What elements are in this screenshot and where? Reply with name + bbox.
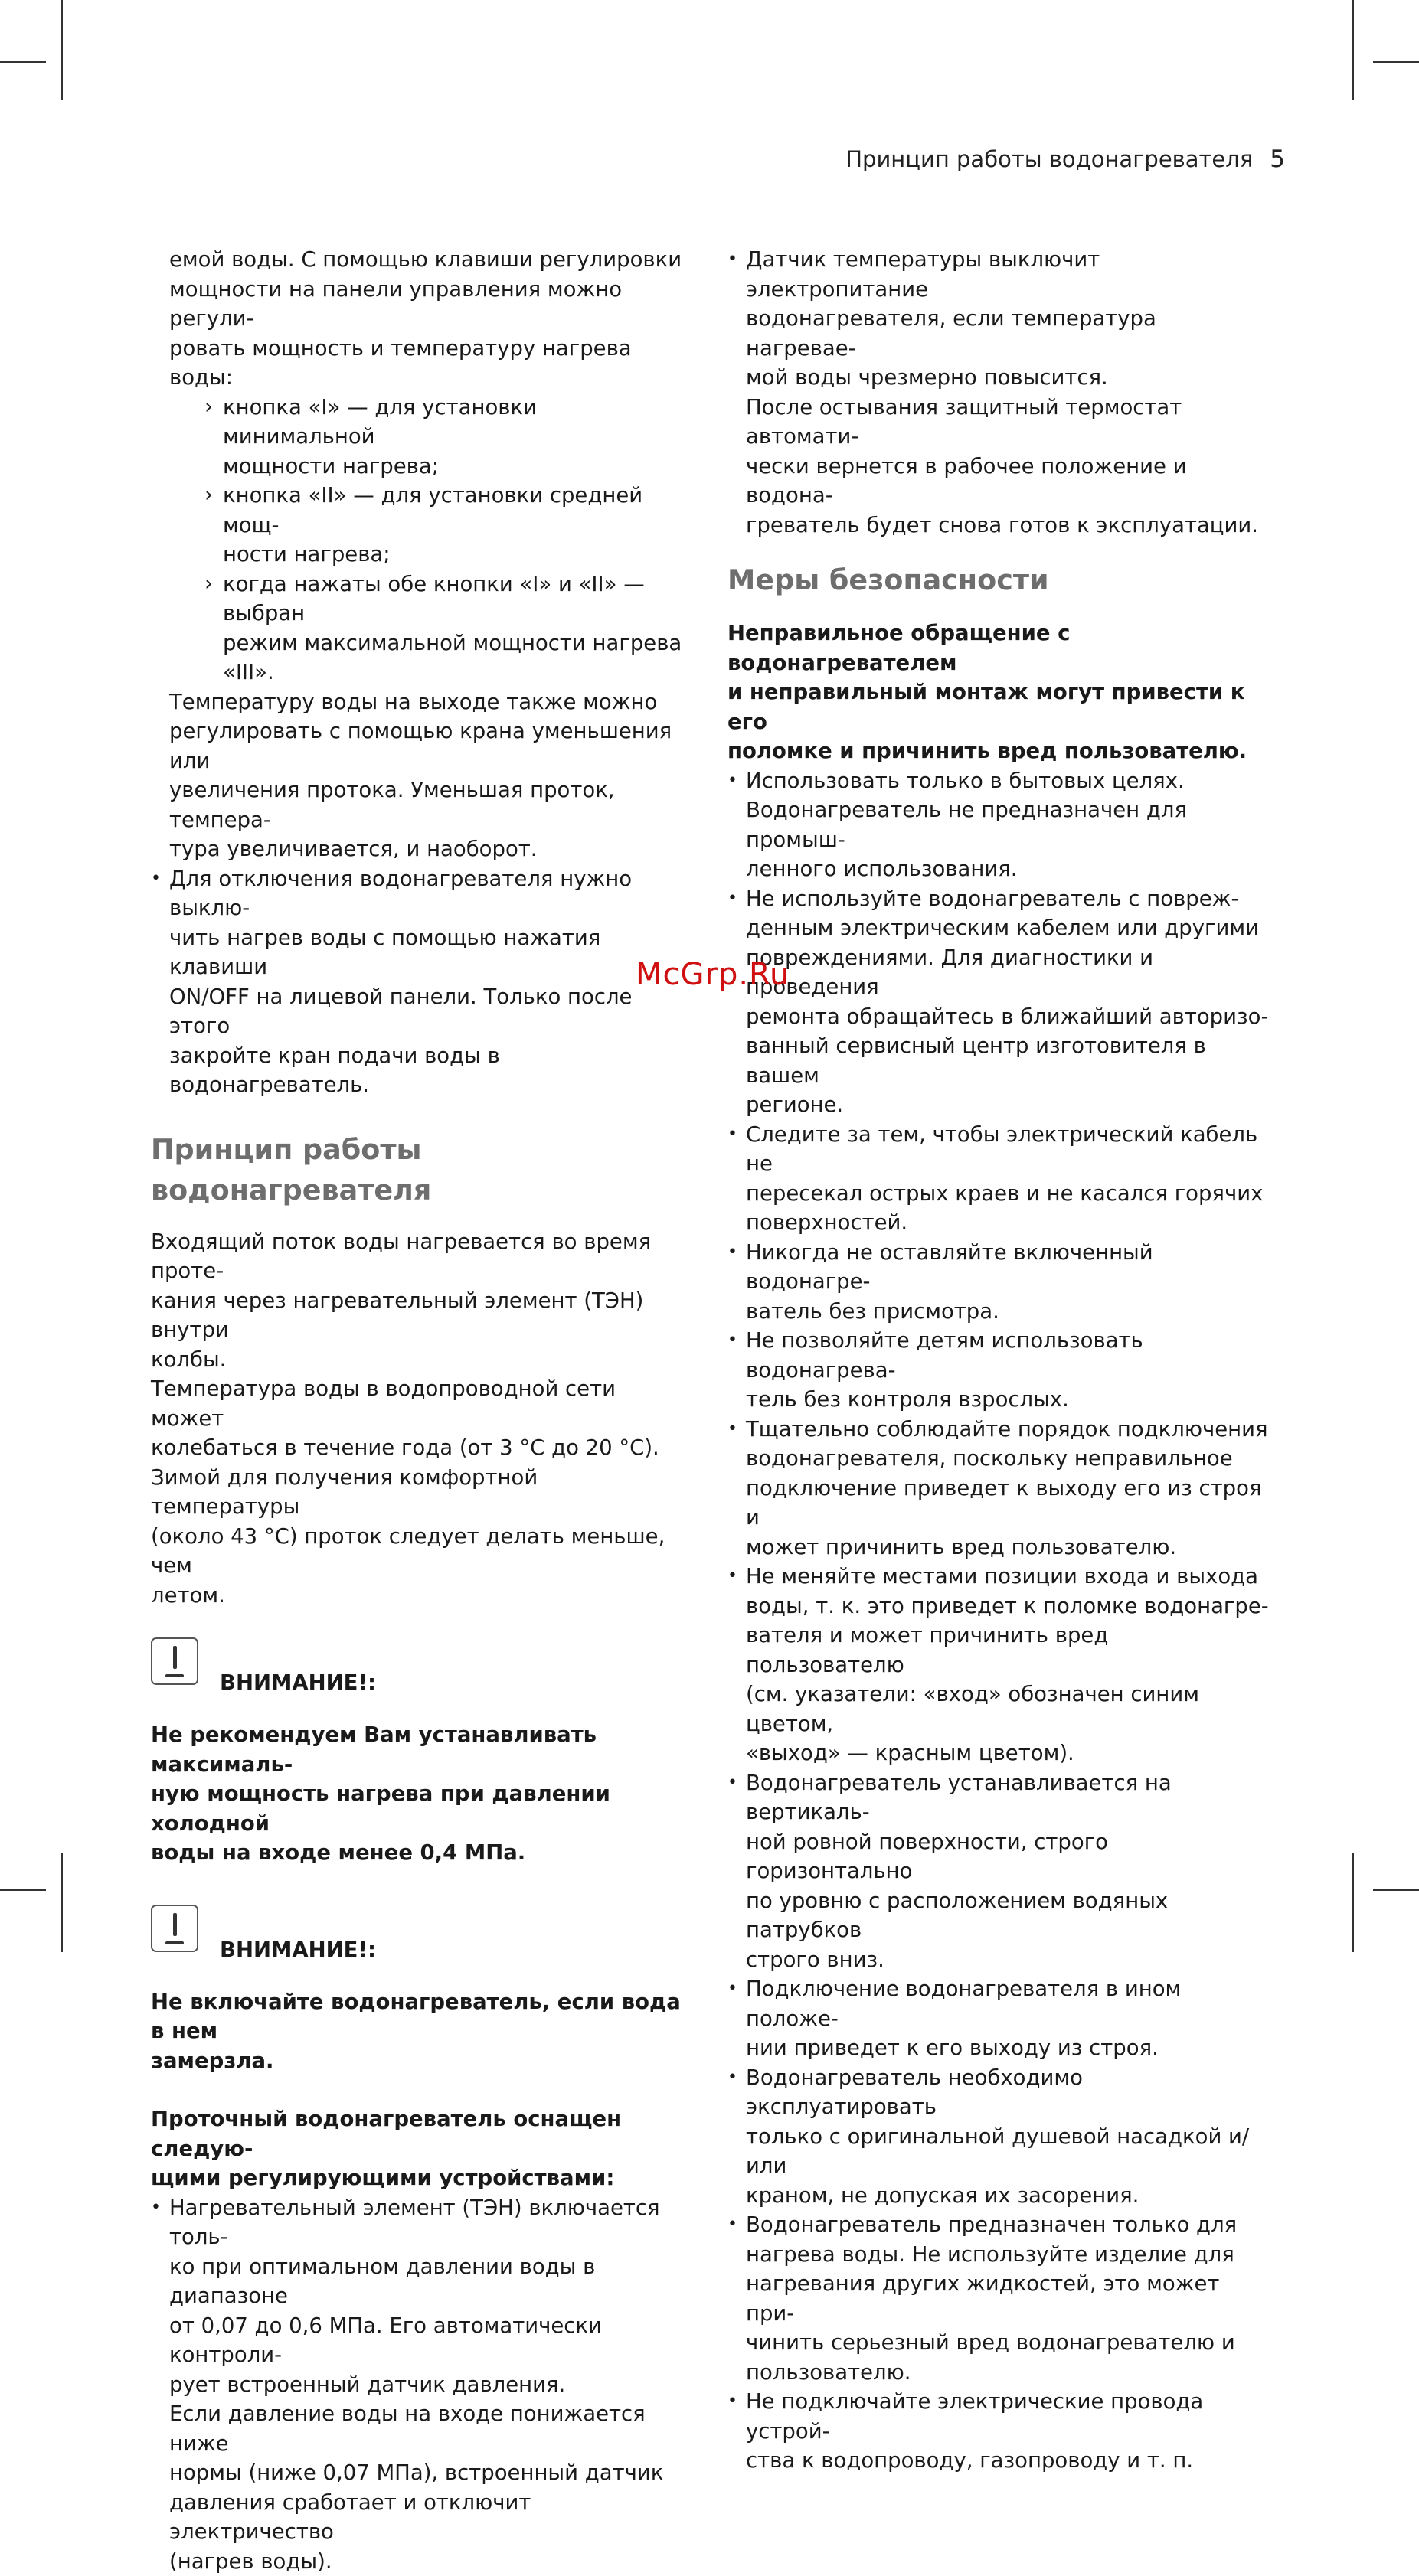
text-line: После остывания защитный термостат автомати- <box>746 393 1273 452</box>
devices-heading <box>151 2104 691 2193</box>
warning-label: ВНИМАНИЕ!: <box>220 1935 376 1965</box>
crop-mark <box>61 0 63 100</box>
text-line: Не рекомендуем Вам устанавливать максималь- <box>151 1720 691 1779</box>
text-line: • Не используйте водонагреватель с повреж- <box>746 884 1273 914</box>
text-line: ремонта обращайтесь в ближайший авторизо- <box>746 1002 1273 1032</box>
text-line: замерзла. <box>151 2046 691 2076</box>
text-line: • Датчик температуры выключит электропитание <box>746 245 1273 304</box>
text-line: краном, не допуская их засорения. <box>746 2181 1273 2211</box>
list-item <box>204 393 691 482</box>
list-item <box>727 884 1273 1120</box>
warning-block <box>151 1637 691 1693</box>
text-line: водонагревателя, если температура нагревае- <box>746 304 1273 363</box>
text-line: Температуру воды на выходе также можно <box>169 687 691 717</box>
right-column <box>727 245 1273 2476</box>
text-line: Не включайте водонагреватель, если вода в нем <box>151 1987 691 2046</box>
list-item <box>727 2387 1273 2476</box>
list-item <box>204 570 691 687</box>
warning-icon <box>151 1637 198 1685</box>
text-line: по уровню с расположением водяных патрубков <box>746 1886 1273 1945</box>
list-item <box>727 1974 1273 2063</box>
list-item <box>151 2193 691 2576</box>
list-item <box>727 2210 1273 2387</box>
text-line: воды на входе менее 0,4 МПа. <box>151 1838 691 1868</box>
list-item <box>727 1326 1273 1415</box>
text-line: колебаться в течение года (от 3 °С до 20 °С). <box>151 1433 691 1463</box>
text-line: подключение приведет к выходу его из строя и <box>746 1474 1273 1533</box>
text-line: греватель будет снова готов к эксплуатации. <box>746 511 1273 540</box>
text-line: строго вниз. <box>746 1945 1273 1975</box>
text-line: регулировать с помощью крана уменьшения или <box>169 717 691 775</box>
crop-mark <box>1352 1853 1354 1952</box>
text-line: кания через нагревательный элемент (ТЭН) внутри <box>151 1286 691 1345</box>
text-line: Температура воды в водопроводной сети может <box>151 1374 691 1433</box>
text-line: ную мощность нагрева при давлении холодной <box>151 1779 691 1838</box>
text-line: щими регулирующими устройствами: <box>151 2163 691 2193</box>
crop-mark <box>61 1853 63 1952</box>
text-line: может причинить вред пользователю. <box>746 1533 1273 1562</box>
text-line: нагревания других жидкостей, это может при- <box>746 2269 1273 2328</box>
text-line: колбы. <box>151 1345 691 1375</box>
text-line: чинить серьезный вред водонагревателю и <box>746 2328 1273 2358</box>
text-line: • Водонагреватель предназначен только для <box>746 2210 1273 2240</box>
text-line: чить нагрев воды с помощью нажатия клавиши <box>169 923 691 982</box>
text-line: чески вернется в рабочее положение и водона- <box>746 452 1273 511</box>
text-line: мой воды чрезмерно повысится. <box>746 363 1273 393</box>
crop-mark <box>1373 61 1419 63</box>
warning-icon <box>151 1905 198 1952</box>
text-line: › кнопка «II» — для установки средней мощ- <box>223 481 691 540</box>
text-line: только с оригинальной душевой насадкой и/или <box>746 2122 1273 2181</box>
watermark: McGrp.Ru <box>636 957 790 992</box>
title-line: Принцип работы <box>151 1129 691 1170</box>
text-line: ной ровной поверхности, строго горизонтально <box>746 1827 1273 1886</box>
text-line: и неправильный монтаж могут привести к его <box>727 677 1273 736</box>
safety-list <box>727 766 1273 2476</box>
title-line: водонагревателя <box>151 1170 691 1210</box>
text-line: • Для отключения водонагревателя нужно выклю- <box>169 864 691 923</box>
text-line: Если давление воды на входе понижается ниже <box>169 2399 691 2458</box>
text-line: вателя и может причинить вред пользователю <box>746 1621 1273 1680</box>
text-line: › кнопка «I» — для установки минимальной <box>223 393 691 452</box>
list-item <box>151 864 691 1100</box>
text-line: нии приведет к его выходу из строя. <box>746 2033 1273 2063</box>
text-line: • Использовать только в бытовых целях. <box>746 766 1273 796</box>
text-line: ко при оптимальном давлении воды в диапазоне <box>169 2252 691 2311</box>
text-line: › когда нажаты обе кнопки «I» и «II» — выбран <box>223 570 691 628</box>
text-line: • Водонагреватель необходимо эксплуатировать <box>746 2063 1273 2122</box>
left-column <box>151 245 691 2576</box>
text-line: ванный сервисный центр изготовителя в вашем <box>746 1031 1273 1090</box>
warning-text <box>151 1987 691 2076</box>
text-line: режим максимальной мощности нагрева «III». <box>223 628 691 687</box>
text-line: (нагрев воды). <box>169 2547 691 2576</box>
safety-intro <box>727 619 1273 766</box>
text-line: • Не позволяйте детям использовать водонагрева- <box>746 1326 1273 1385</box>
text-line: мощности нагрева; <box>223 452 691 482</box>
text-line: регионе. <box>746 1090 1273 1120</box>
text-line: (см. указатели: «вход» обозначен синим цветом, <box>746 1680 1273 1739</box>
text-line: поверхностей. <box>746 1208 1273 1238</box>
text-line: нормы (ниже 0,07 МПа), встроенный датчик <box>169 2458 691 2488</box>
off-list <box>151 864 691 1100</box>
text-line: Неправильное обращение с водонагревателем <box>727 619 1273 677</box>
text-line: ности нагрева; <box>223 540 691 570</box>
list-item <box>727 1120 1273 1238</box>
text-line: пересекал острых краев и не касался горячих <box>746 1179 1273 1209</box>
text-line: • Следите за тем, чтобы электрический кабель не <box>746 1120 1273 1179</box>
text-line: закройте кран подачи воды в водонагреватель. <box>169 1041 691 1100</box>
text-line: • Водонагреватель устанавливается на вертикаль- <box>746 1768 1273 1827</box>
list-item <box>727 1415 1273 1562</box>
list-item <box>727 1768 1273 1975</box>
crop-mark <box>0 61 46 63</box>
principle-paragraph <box>151 1227 691 1611</box>
text-line: пользователю. <box>746 2358 1273 2388</box>
running-title: Принцип работы водонагревателя <box>845 146 1253 172</box>
text-line: ровать мощность и температуру нагрева воды: <box>169 334 691 393</box>
running-header <box>845 145 1285 173</box>
text-line: • Подключение водонагревателя в ином положе- <box>746 1974 1273 2033</box>
text-line: Зимой для получения комфортной температуры <box>151 1463 691 1522</box>
section-title-principle <box>151 1129 691 1210</box>
list-item <box>204 481 691 570</box>
flow-paragraph <box>151 687 691 864</box>
text-line: • Не подключайте электрические провода устрой- <box>746 2387 1273 2446</box>
text-line: поломке и причинить вред пользователю. <box>727 736 1273 766</box>
text-line: от 0,07 до 0,6 МПа. Его автоматически контроли- <box>169 2311 691 2370</box>
warning-block <box>151 1905 691 1960</box>
text-line: мощности на панели управления можно регули- <box>169 275 691 334</box>
text-line: (около 43 °С) проток следует делать меньше, чем <box>151 1522 691 1581</box>
list-item <box>727 2063 1273 2211</box>
text-line: повреждениями. Для диагностики и проведения <box>746 943 1273 1002</box>
crop-mark <box>0 1889 46 1891</box>
text-line: ватель без присмотра. <box>746 1297 1273 1327</box>
list-item <box>727 766 1273 884</box>
page-number: 5 <box>1270 145 1285 173</box>
text-line: ленного использования. <box>746 854 1273 884</box>
section-title-safety: Меры безопасности <box>727 560 1273 600</box>
text-line: нагрева воды. Не используйте изделие для <box>746 2240 1273 2270</box>
text-line: емой воды. С помощью клавиши регулировки <box>169 245 691 275</box>
text-line: • Не меняйте местами позиции входа и выхода <box>746 1562 1273 1592</box>
intro-paragraph <box>151 245 691 393</box>
list-item <box>727 1562 1273 1768</box>
crop-mark <box>1373 1889 1419 1891</box>
text-line: денным электрическим кабелем или другими <box>746 913 1273 943</box>
text-line: давления сработает и отключит электричество <box>169 2488 691 2547</box>
text-line: увеличения протока. Уменьшая проток, темпера- <box>169 775 691 834</box>
text-line: ства к водопроводу, газопроводу и т. п. <box>746 2446 1273 2476</box>
text-line: • Никогда не оставляйте включенный водонагре- <box>746 1238 1273 1297</box>
text-line: «выход» — красным цветом). <box>746 1739 1273 1768</box>
crop-mark <box>1352 0 1354 100</box>
text-line: тель без контроля взрослых. <box>746 1385 1273 1415</box>
text-line: • Тщательно соблюдайте порядок подключения <box>746 1415 1273 1445</box>
text-line: • Нагревательный элемент (ТЭН) включается толь- <box>169 2193 691 2252</box>
devices-list <box>151 2193 691 2576</box>
sensor-list <box>727 245 1273 540</box>
text-line: воды, т. к. это приведет к поломке водонагре- <box>746 1592 1273 1621</box>
text-line: ON/OFF на лицевой панели. Только после этого <box>169 982 691 1041</box>
list-item <box>727 245 1273 540</box>
power-buttons-list <box>151 393 691 687</box>
text-line: тура увеличивается, и наоборот. <box>169 834 691 864</box>
text-line: летом. <box>151 1581 691 1611</box>
text-line: водонагревателя, поскольку неправильное <box>746 1444 1273 1474</box>
text-line: Проточный водонагреватель оснащен следую- <box>151 2104 691 2163</box>
warning-text <box>151 1720 691 1868</box>
warning-label: ВНИМАНИЕ!: <box>220 1668 376 1698</box>
list-item <box>727 1238 1273 1327</box>
text-line: Водонагреватель не предназначен для промыш- <box>746 795 1273 854</box>
text-line: рует встроенный датчик давления. <box>169 2370 691 2400</box>
text-line: Входящий поток воды нагревается во время проте- <box>151 1227 691 1286</box>
